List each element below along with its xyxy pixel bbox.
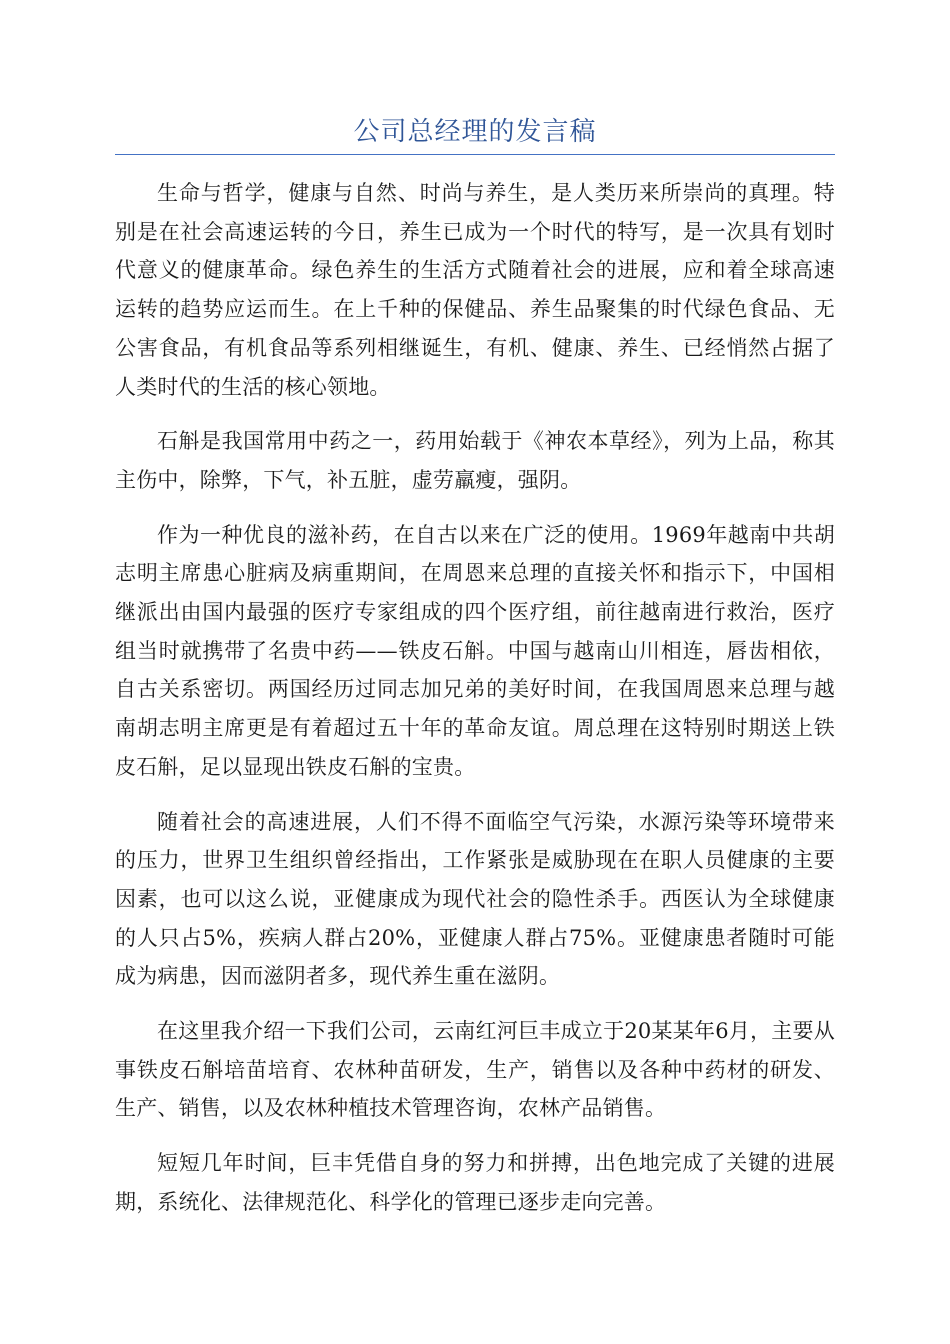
document-title: 公司总经理的发言稿 — [353, 117, 597, 147]
paragraph: 随着社会的高速进展，人们不得不面临空气污染，水源污染等环境带来的压力，世界卫生组织曾经指出，工作紧张是威胁现在在职人员健康的主要因素，也可以这么说，亚健康成为现代社会的隐性杀手。西医认为全球健康的人只占5%，疾病人群占20%，亚健康人群占75%。亚健康患者随时可能成为病患，因而滋阴者多，现代养生重在滋阴。 — [115, 809, 835, 989]
paragraph: 生命与哲学，健康与自然、时尚与养生，是人类历来所崇尚的真理。特别是在社会高速运转的今日，养生已成为一个时代的特写，是一次具有划时代意义的健康革命。绿色养生的生活方式随着社会的进展，应和着全球高速运转的趋势应运而生。在上千种的保健品、养生品聚集的时代绿色食品、无公害食品，有机食品等系列相继诞生，有机、健康、养生、已经悄然占据了人类时代的生活的核心领地。 — [115, 181, 835, 399]
paragraph: 作为一种优良的滋补药，在自古以来在广泛的使用。1969年越南中共胡志明主席患心脏病及病重期间，在周恩来总理的直接关怀和指示下，中国相继派出由国内最强的医疗专家组成的四个医疗组，前往越南进行救治，医疗组当时就携带了名贵中药——铁皮石斛。中国与越南山川相连，唇齿相依，自古关系密切。两国经历过同志加兄弟的美好时间，在我国周恩来总理与越南胡志明主席更是有着超过五十年的革命友谊。周总理在这特别时期送上铁皮石斛，足以显现出铁皮石斛的宝贵。 — [115, 522, 835, 779]
paragraph: 石斛是我国常用中药之一，药用始载于《神农本草经》，列为上品，称其主伤中，除弊，下气，补五脏，虚劳羸瘦，强阴。 — [115, 429, 835, 492]
document-body — [115, 174, 835, 1238]
paragraph: 在这里我介绍一下我们公司，云南红河巨丰成立于20某某年6月，主要从事铁皮石斛培苗培育、农林种苗研发，生产，销售以及各种中药材的研发、生产、销售，以及农林种植技术管理咨询，农林产品销售。 — [115, 1019, 835, 1121]
title-underline — [115, 154, 835, 155]
paragraph: 短短几年时间，巨丰凭借自身的努力和拼搏，出色地完成了关键的进展期，系统化、法律规范化、科学化的管理已逐步走向完善。 — [115, 1151, 835, 1214]
